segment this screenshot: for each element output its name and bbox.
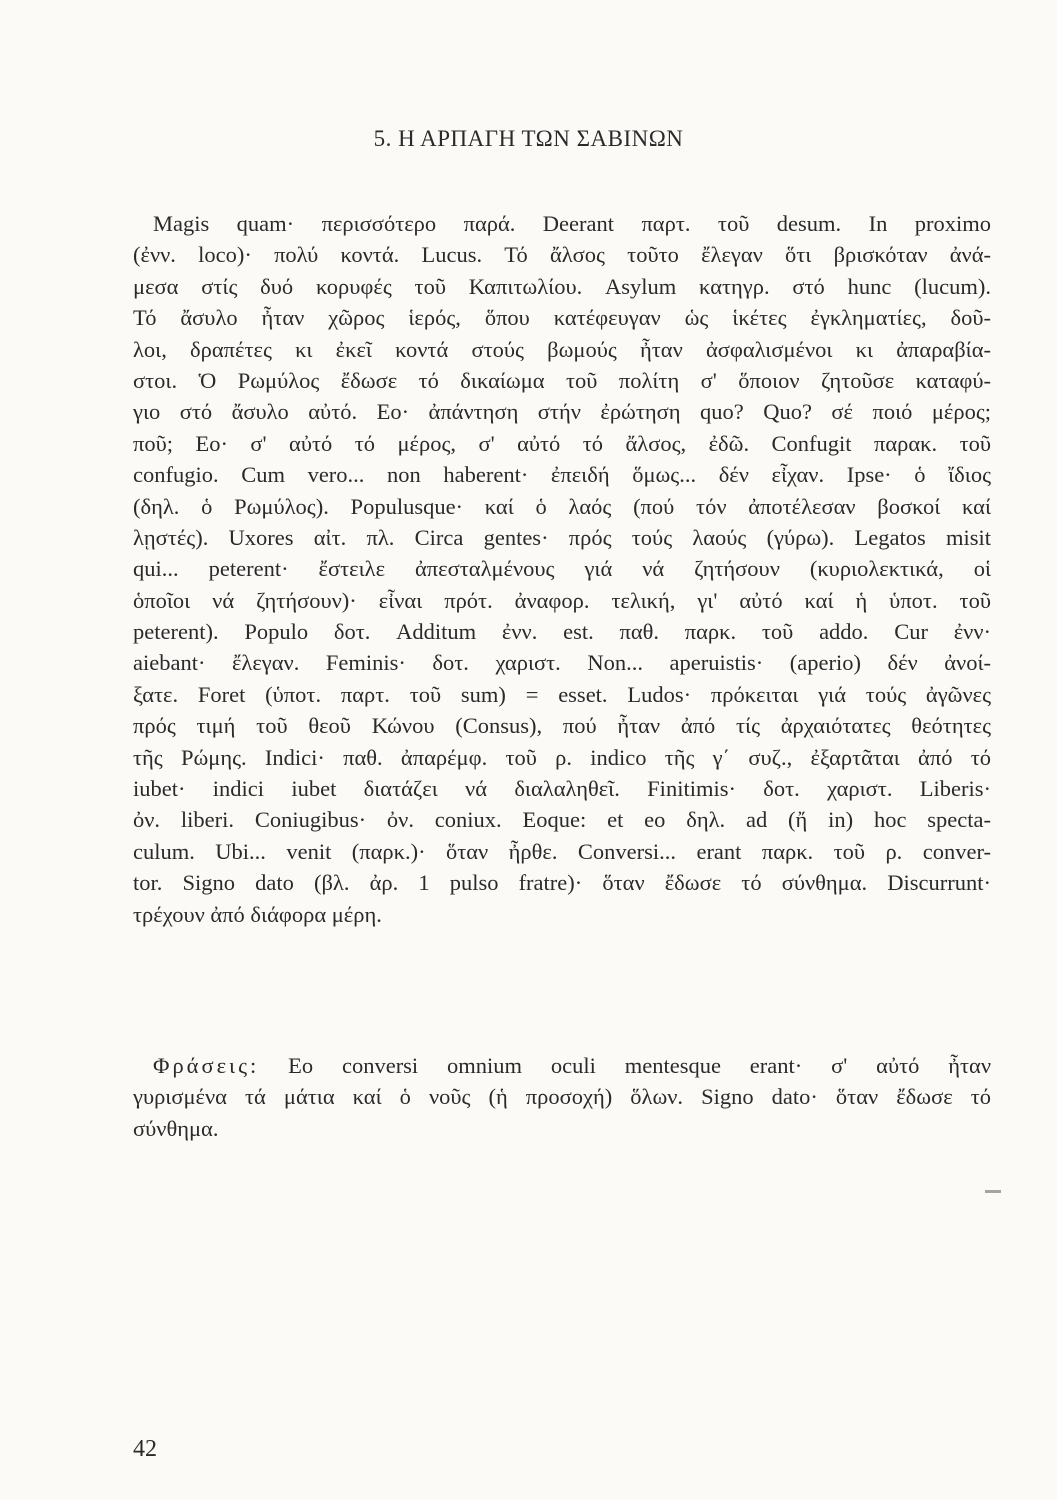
ink-mark — [985, 1190, 1001, 1193]
page-number: 42 — [133, 1436, 157, 1462]
text-line: σύνθημα. — [133, 1115, 219, 1141]
text-line: Τό ἄσυλο ἦταν χῶρος ἱερός, ὅπου κατέφευγαν ὡς ἱκέτες ἐγκληματίες, δοῦ- — [133, 305, 991, 331]
phrases-first-text: Eo conversi omnium oculi mentesque erant· σ' αὐτό ἦταν — [259, 1053, 991, 1078]
chapter-heading: 5. Η ΑΡΠΑΓΗ ΤΩΝ ΣΑΒΙΝΩΝ — [373, 126, 684, 151]
phrases-paragraph — [133, 1050, 991, 1144]
text-line: Magis quam· περισσότερο παρά. Deerant παρτ. τοῦ desum. In proximo — [153, 211, 991, 236]
text-line: (δηλ. ὁ Ρωμύλος). Populusque· καί ὁ λαός (πού τόν ἀποτέλεσαν βοσκοί καί — [133, 493, 991, 519]
text-line: ξατε. Foret (ὑποτ. παρτ. τοῦ sum) = esset. Ludos· πρόκειται γιά τούς ἀγῶνες — [133, 681, 991, 707]
text-line: confugio. Cum vero... non haberent· ἐπειδή ὅμως... δέν εἶχαν. Ipse· ὁ ἴδιος — [133, 462, 991, 488]
text-line: τρέχουν ἀπό διάφορα μέρη. — [133, 901, 382, 927]
text-line: ὁποῖοι νά ζητήσουν)· εἶναι πρότ. ἀναφορ. τελική, γι' αὐτό καί ἡ ὑποτ. τοῦ — [133, 587, 991, 613]
phrases-first-line — [133, 1050, 991, 1081]
text-line: peterent). Populo δοτ. Additum ἐνν. est. παθ. παρκ. τοῦ addo. Cur ἐνν· — [133, 619, 991, 645]
text-line: qui... peterent· ἔστειλε ἀπεσταλμένους γιά νά ζητήσουν (κυριολεκτικά, οἱ — [133, 556, 991, 582]
text-line: τῆς Ρώμης. Indici· παθ. ἀπαρέμφ. τοῦ ρ. indico τῆς γ΄ συζ., ἐξαρτᾶται ἀπό τό — [133, 744, 991, 770]
text-line: λοι, δραπέτες κι ἐκεῖ κοντά στούς βωμούς ἦταν ἀσφαλισμένοι κι ἀπαραβία- — [133, 336, 991, 362]
text-line: στοι. Ὁ Ρωμύλος ἔδωσε τό δικαίωμα τοῦ πολίτη σ' ὅποιον ζητοῦσε καταφύ- — [133, 367, 991, 393]
text-line: culum. Ubi... venit (παρκ.)· ὅταν ἦρθε. Conversi... erant παρκ. τοῦ ρ. conver- — [133, 838, 991, 864]
text-line: iubet· indici iubet διατάζει νά διαλαληθεῖ. Finitimis· δοτ. χαριστ. Liberis· — [133, 776, 991, 802]
text-line: γιο στό ἄσυλο αὐτό. Eo· ἀπάντηση στήν ἐρώτηση quo? Quo? σέ ποιό μέρος; — [133, 399, 991, 425]
text-line: γυρισμένα τά μάτια καί ὁ νοῦς (ἡ προσοχή) ὅλων. Signo dato· ὅταν ἔδωσε τό — [133, 1084, 991, 1110]
text-line: λῃστές). Uxores αἰτ. πλ. Circa gentes· πρός τούς λαούς (γύρω). Legatos misit — [133, 524, 991, 550]
text-line: (ἐνν. loco)· πολύ κοντά. Lucus. Τό ἄλσος τοῦτο ἔλεγαν ὅτι βρισκόταν ἀνά- — [133, 242, 991, 268]
text-line: aiebant· ἔλεγαν. Feminis· δοτ. χαριστ. Non... aperuistis· (aperio) δέν ἀνοί- — [133, 650, 991, 676]
text-line: πρός τιμή τοῦ θεοῦ Κώνου (Consus), πού ἦταν ἀπό τίς ἀρχαιότατες θεότητες — [133, 713, 991, 739]
commentary-paragraph — [133, 208, 991, 930]
text-line: tor. Signo dato (βλ. ἀρ. 1 pulso fratre)· ὅταν ἔδωσε τό σύνθημα. Discurrunt· — [133, 870, 991, 896]
text-line: ποῦ; Eo· σ' αὐτό τό μέρος, σ' αὐτό τό ἄλσος, ἐδῶ. Confugit παρακ. τοῦ — [133, 430, 991, 456]
phrases-label: Φράσεις: — [153, 1053, 260, 1078]
text-line: μεσα στίς δυό κορυφές τοῦ Καπιτωλίου. Asylum κατηγρ. στό hunc (lucum). — [133, 273, 991, 299]
text-line: ὀν. liberi. Coniugibus· ὀν. coniux. Eoque: et eo δηλ. ad (ἤ in) hoc specta- — [133, 807, 991, 833]
